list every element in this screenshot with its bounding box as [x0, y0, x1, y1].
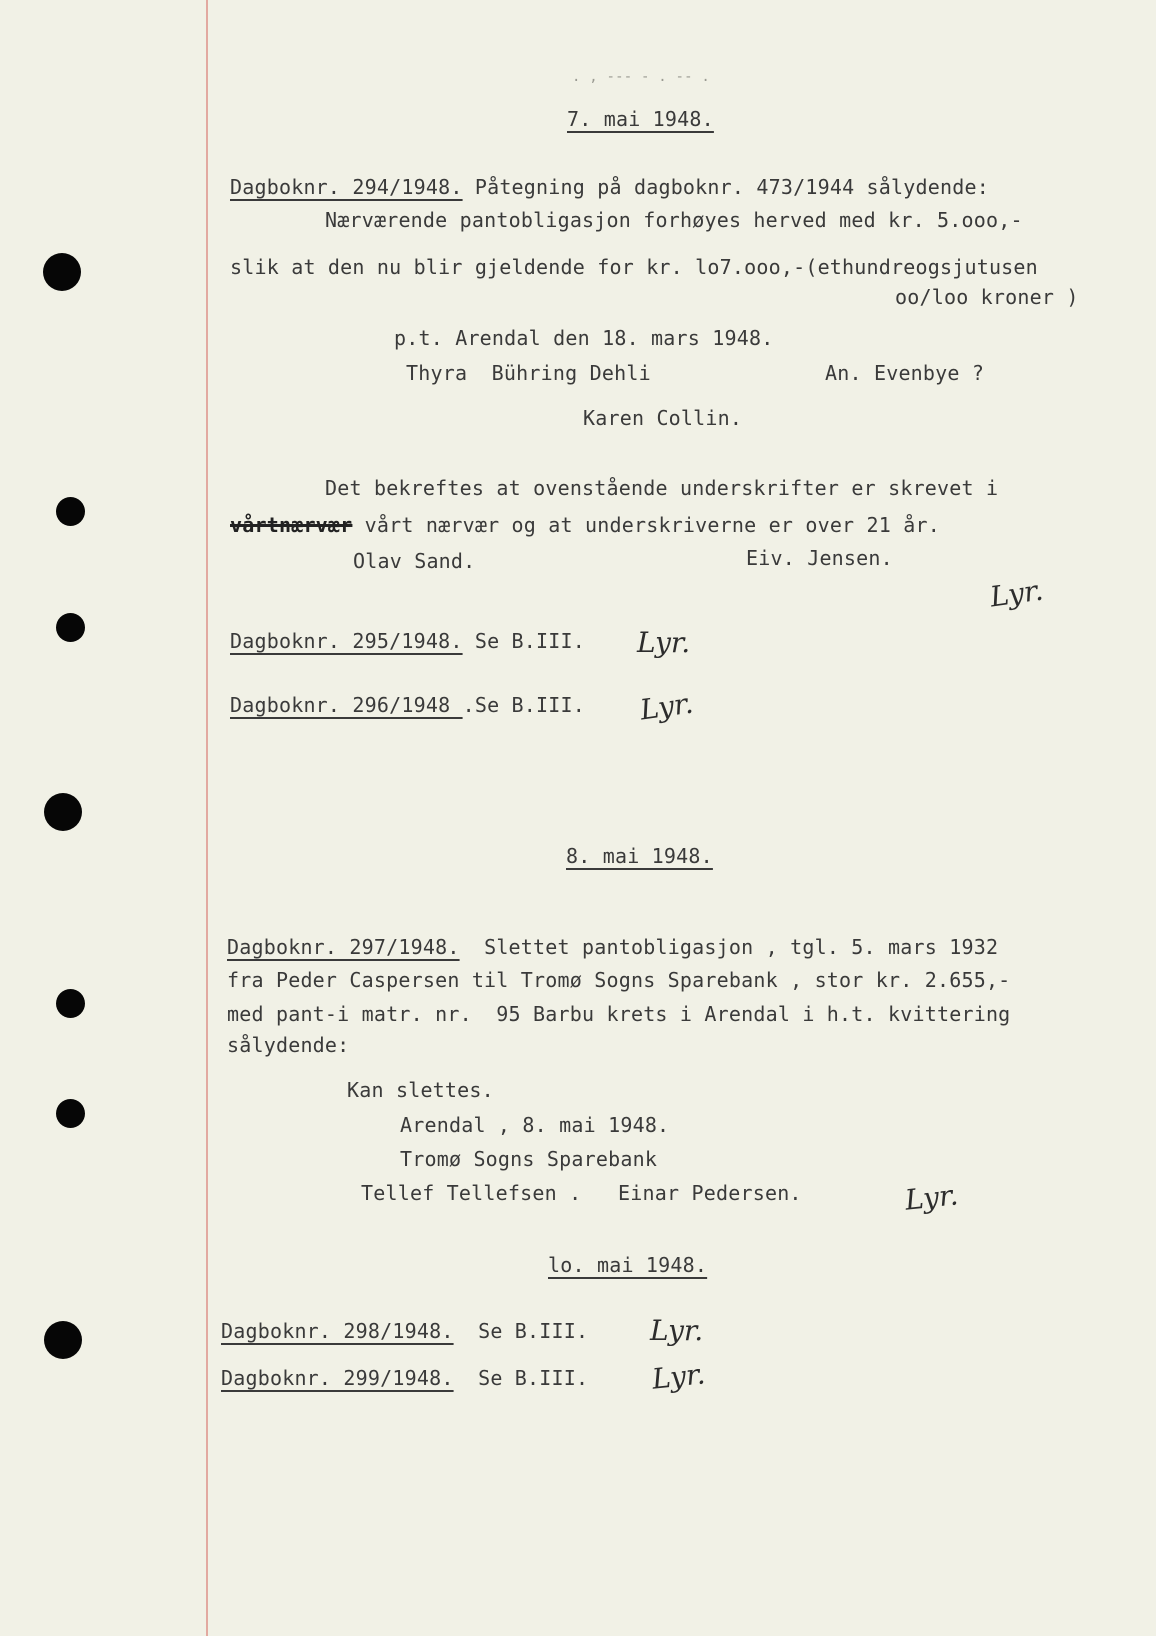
entry-text: Nærværende pantobligasjon forhøyes herved med kr. 5.ooo,-: [325, 208, 1023, 232]
entry-text: med pant-i matr. nr. 95 Barbu krets i Arendal i h.t. kvittering: [227, 1002, 1011, 1026]
entry-296: [230, 692, 585, 718]
witness-text: Det bekreftes at ovenstående underskrifter er skrevet i: [325, 476, 999, 500]
entry-ref: Dagboknr. 299/1948.: [221, 1366, 454, 1390]
entry-ref: Dagboknr. 298/1948.: [221, 1319, 454, 1343]
entry-text: Se B.III.: [462, 629, 586, 653]
punch-hole: [43, 253, 81, 291]
quote-text: Arendal , 8. mai 1948.: [400, 1113, 670, 1137]
entry-text: Se B.III.: [453, 1366, 589, 1390]
quote-text: Kan slettes.: [347, 1078, 494, 1102]
struck-text: vårtnærvær: [230, 513, 353, 537]
date-heading: 8. mai 1948.: [566, 844, 713, 868]
entry-text: sålydende:: [227, 1033, 350, 1057]
punch-hole: [44, 793, 82, 831]
entry-heading: Påtegning på dagboknr. 473/1944 sålydende:: [462, 175, 989, 199]
punch-hole: [56, 1099, 85, 1128]
entry-ref: Dagboknr. 297/1948.: [227, 935, 460, 959]
entry-294-line: [230, 174, 989, 200]
punch-hole: [56, 497, 85, 526]
initials-mark: Lyr.: [903, 1178, 960, 1217]
quote-text: Tromø Sogns Sparebank: [400, 1147, 658, 1171]
initials-mark: Lyr.: [987, 573, 1046, 614]
top-mark: . , --- - . -- .: [572, 69, 711, 85]
quote-text: Tellef Tellefsen . Einar Pedersen.: [361, 1181, 802, 1205]
entry-text: fra Peder Caspersen til Tromø Sogns Sparebank , stor kr. 2.655,-: [227, 968, 1011, 992]
initials-mark: Lyr.: [637, 686, 696, 727]
entry-298: [221, 1318, 588, 1344]
witness-signature: Olav Sand.: [353, 549, 476, 573]
entry-295: [230, 628, 585, 654]
place-date: p.t. Arendal den 18. mars 1948.: [394, 326, 774, 350]
signature: An. Evenbye ?: [825, 361, 985, 385]
entry-text: oo/loo kroner ): [895, 285, 1079, 309]
witness-text: vårt nærvær og at underskriverne er over 21 år.: [352, 513, 940, 537]
entry-ref: Dagboknr. 296/1948: [230, 693, 463, 717]
date-heading: lo. mai 1948.: [548, 1253, 708, 1277]
witness-line: [230, 512, 940, 538]
entry-ref: Dagboknr. 294/1948.: [230, 175, 463, 199]
punch-hole: [56, 989, 85, 1018]
entry-text: Slettet pantobligasjon , tgl. 5. mars 1932: [459, 935, 999, 959]
date-heading: 7. mai 1948.: [567, 107, 714, 131]
entry-ref: Dagboknr. 295/1948.: [230, 629, 463, 653]
signature: Thyra Bühring Dehli: [406, 361, 651, 385]
margin-line: [206, 0, 208, 1636]
entry-text: slik at den nu blir gjeldende for kr. lo7.ooo,-(ethundreogsjutusen: [230, 255, 1038, 279]
signature: Karen Collin.: [583, 406, 743, 430]
initials-mark: Lyr.: [650, 1314, 704, 1347]
punch-hole: [44, 1321, 82, 1359]
entry-297-line: [227, 934, 998, 960]
entry-text: Se B.III.: [453, 1319, 589, 1343]
initials-mark: Lyr.: [650, 1357, 707, 1396]
punch-hole: [56, 613, 85, 642]
entry-text: .Se B.III.: [462, 693, 586, 717]
initials-mark: Lyr.: [637, 626, 691, 659]
witness-signature: Eiv. Jensen.: [746, 546, 893, 570]
entry-299: [221, 1365, 588, 1391]
